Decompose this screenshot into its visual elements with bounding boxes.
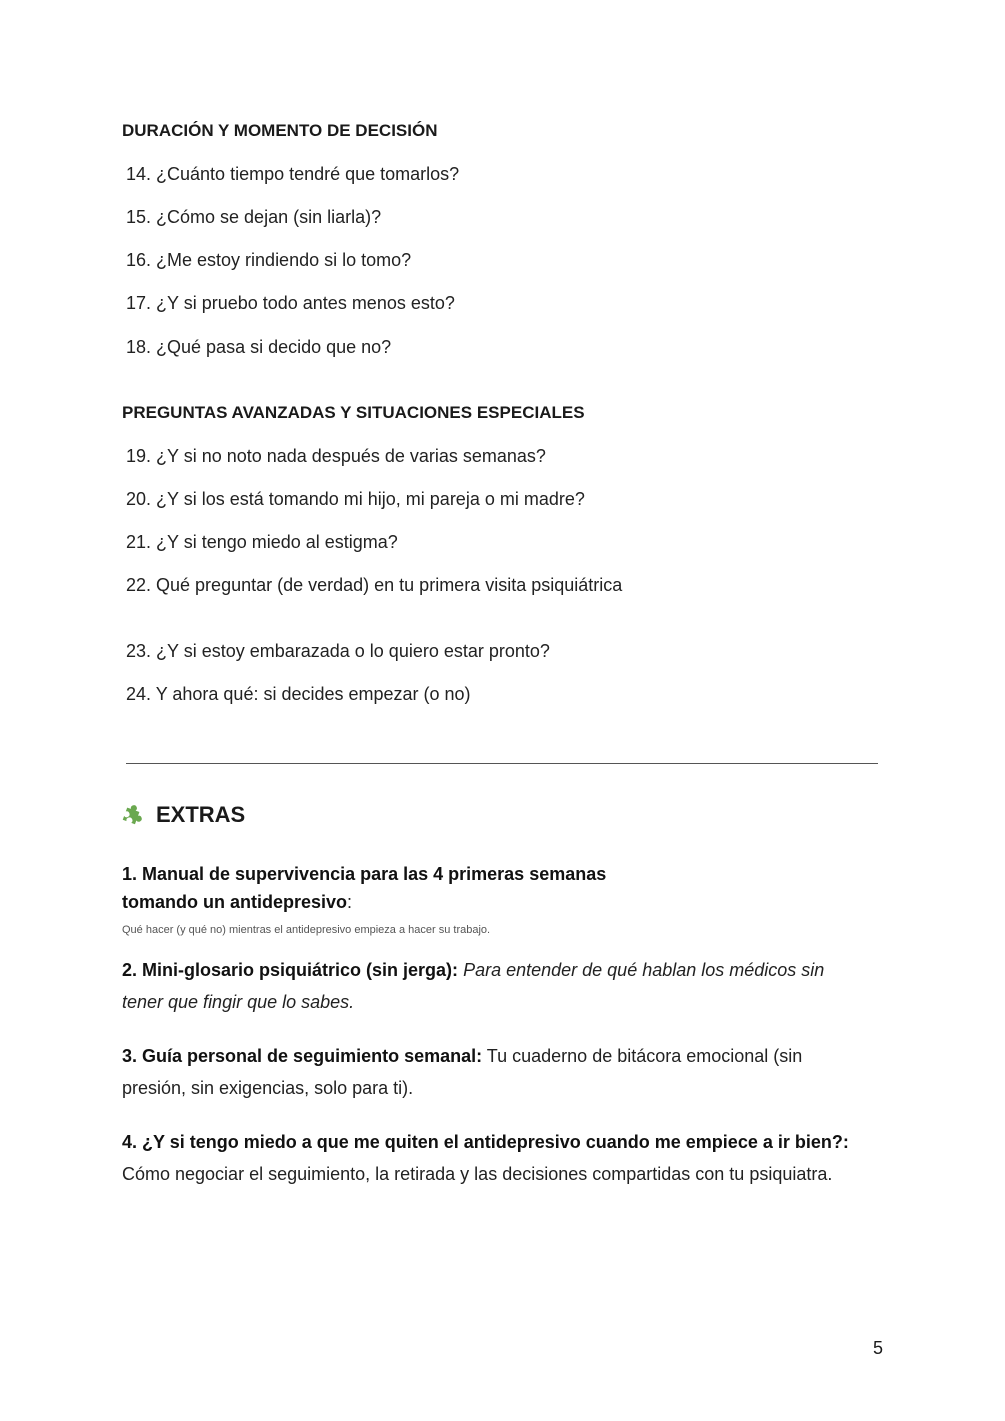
extra-item-2-cont: tener que fingir que lo sabes. [122, 992, 355, 1012]
section-heading: DURACIÓN Y MOMENTO DE DECISIÓN [122, 121, 438, 140]
extra-item-1-title-2: tomando un antidepresivo: [122, 892, 353, 912]
list-item: 14. ¿Cuánto tiempo tendré que tomarlos? [126, 164, 460, 184]
divider [126, 763, 878, 764]
extra-item-2: 2. Mini-glosario psiquiátrico (sin jerga): Para entender de qué hablan los médicos sin [122, 960, 825, 980]
list-item: 21. ¿Y si tengo miedo al estigma? [126, 532, 398, 552]
extra-item-3-cont: presión, sin exigencias, solo para ti). [122, 1078, 414, 1098]
extras-heading [122, 802, 245, 828]
extra-item-3: 3. Guía personal de seguimiento semanal: Tu cuaderno de bitácora emocional (sin [122, 1046, 803, 1066]
puzzle-icon [122, 804, 144, 826]
section-heading: PREGUNTAS AVANZADAS Y SITUACIONES ESPECIALES [122, 403, 585, 422]
extras-title: EXTRAS [156, 802, 246, 827]
list-item: 17. ¿Y si pruebo todo antes menos esto? [126, 293, 455, 313]
list-item: 18. ¿Qué pasa si decido que no? [126, 337, 392, 357]
list-item: 20. ¿Y si los está tomando mi hijo, mi pareja o mi madre? [126, 489, 585, 509]
list-item: 23. ¿Y si estoy embarazada o lo quiero estar pronto? [126, 641, 550, 661]
extra-item-1-note: Qué hacer (y qué no) mientras el antidepresivo empieza a hacer su trabajo. [122, 924, 491, 936]
list-item: 19. ¿Y si no noto nada después de varias semanas? [126, 446, 546, 466]
list-item: 16. ¿Me estoy rindiendo si lo tomo? [126, 250, 412, 270]
list-item: 24. Y ahora qué: si decides empezar (o no) [126, 684, 471, 704]
list-item: 15. ¿Cómo se dejan (sin liarla)? [126, 207, 382, 227]
extra-item-4-cont: Cómo negociar el seguimiento, la retirada y las decisiones compartidas con tu psiquiatra. [122, 1164, 833, 1184]
list-item: 22. Qué preguntar (de verdad) en tu primera visita psiquiátrica [126, 575, 623, 595]
extra-item-4: 4. ¿Y si tengo miedo a que me quiten el antidepresivo cuando me empiece a ir bien?: [122, 1132, 849, 1152]
extra-item-1-title: 1. Manual de supervivencia para las 4 primeras semanas [122, 864, 607, 884]
page-number: 5 [872, 1338, 883, 1358]
